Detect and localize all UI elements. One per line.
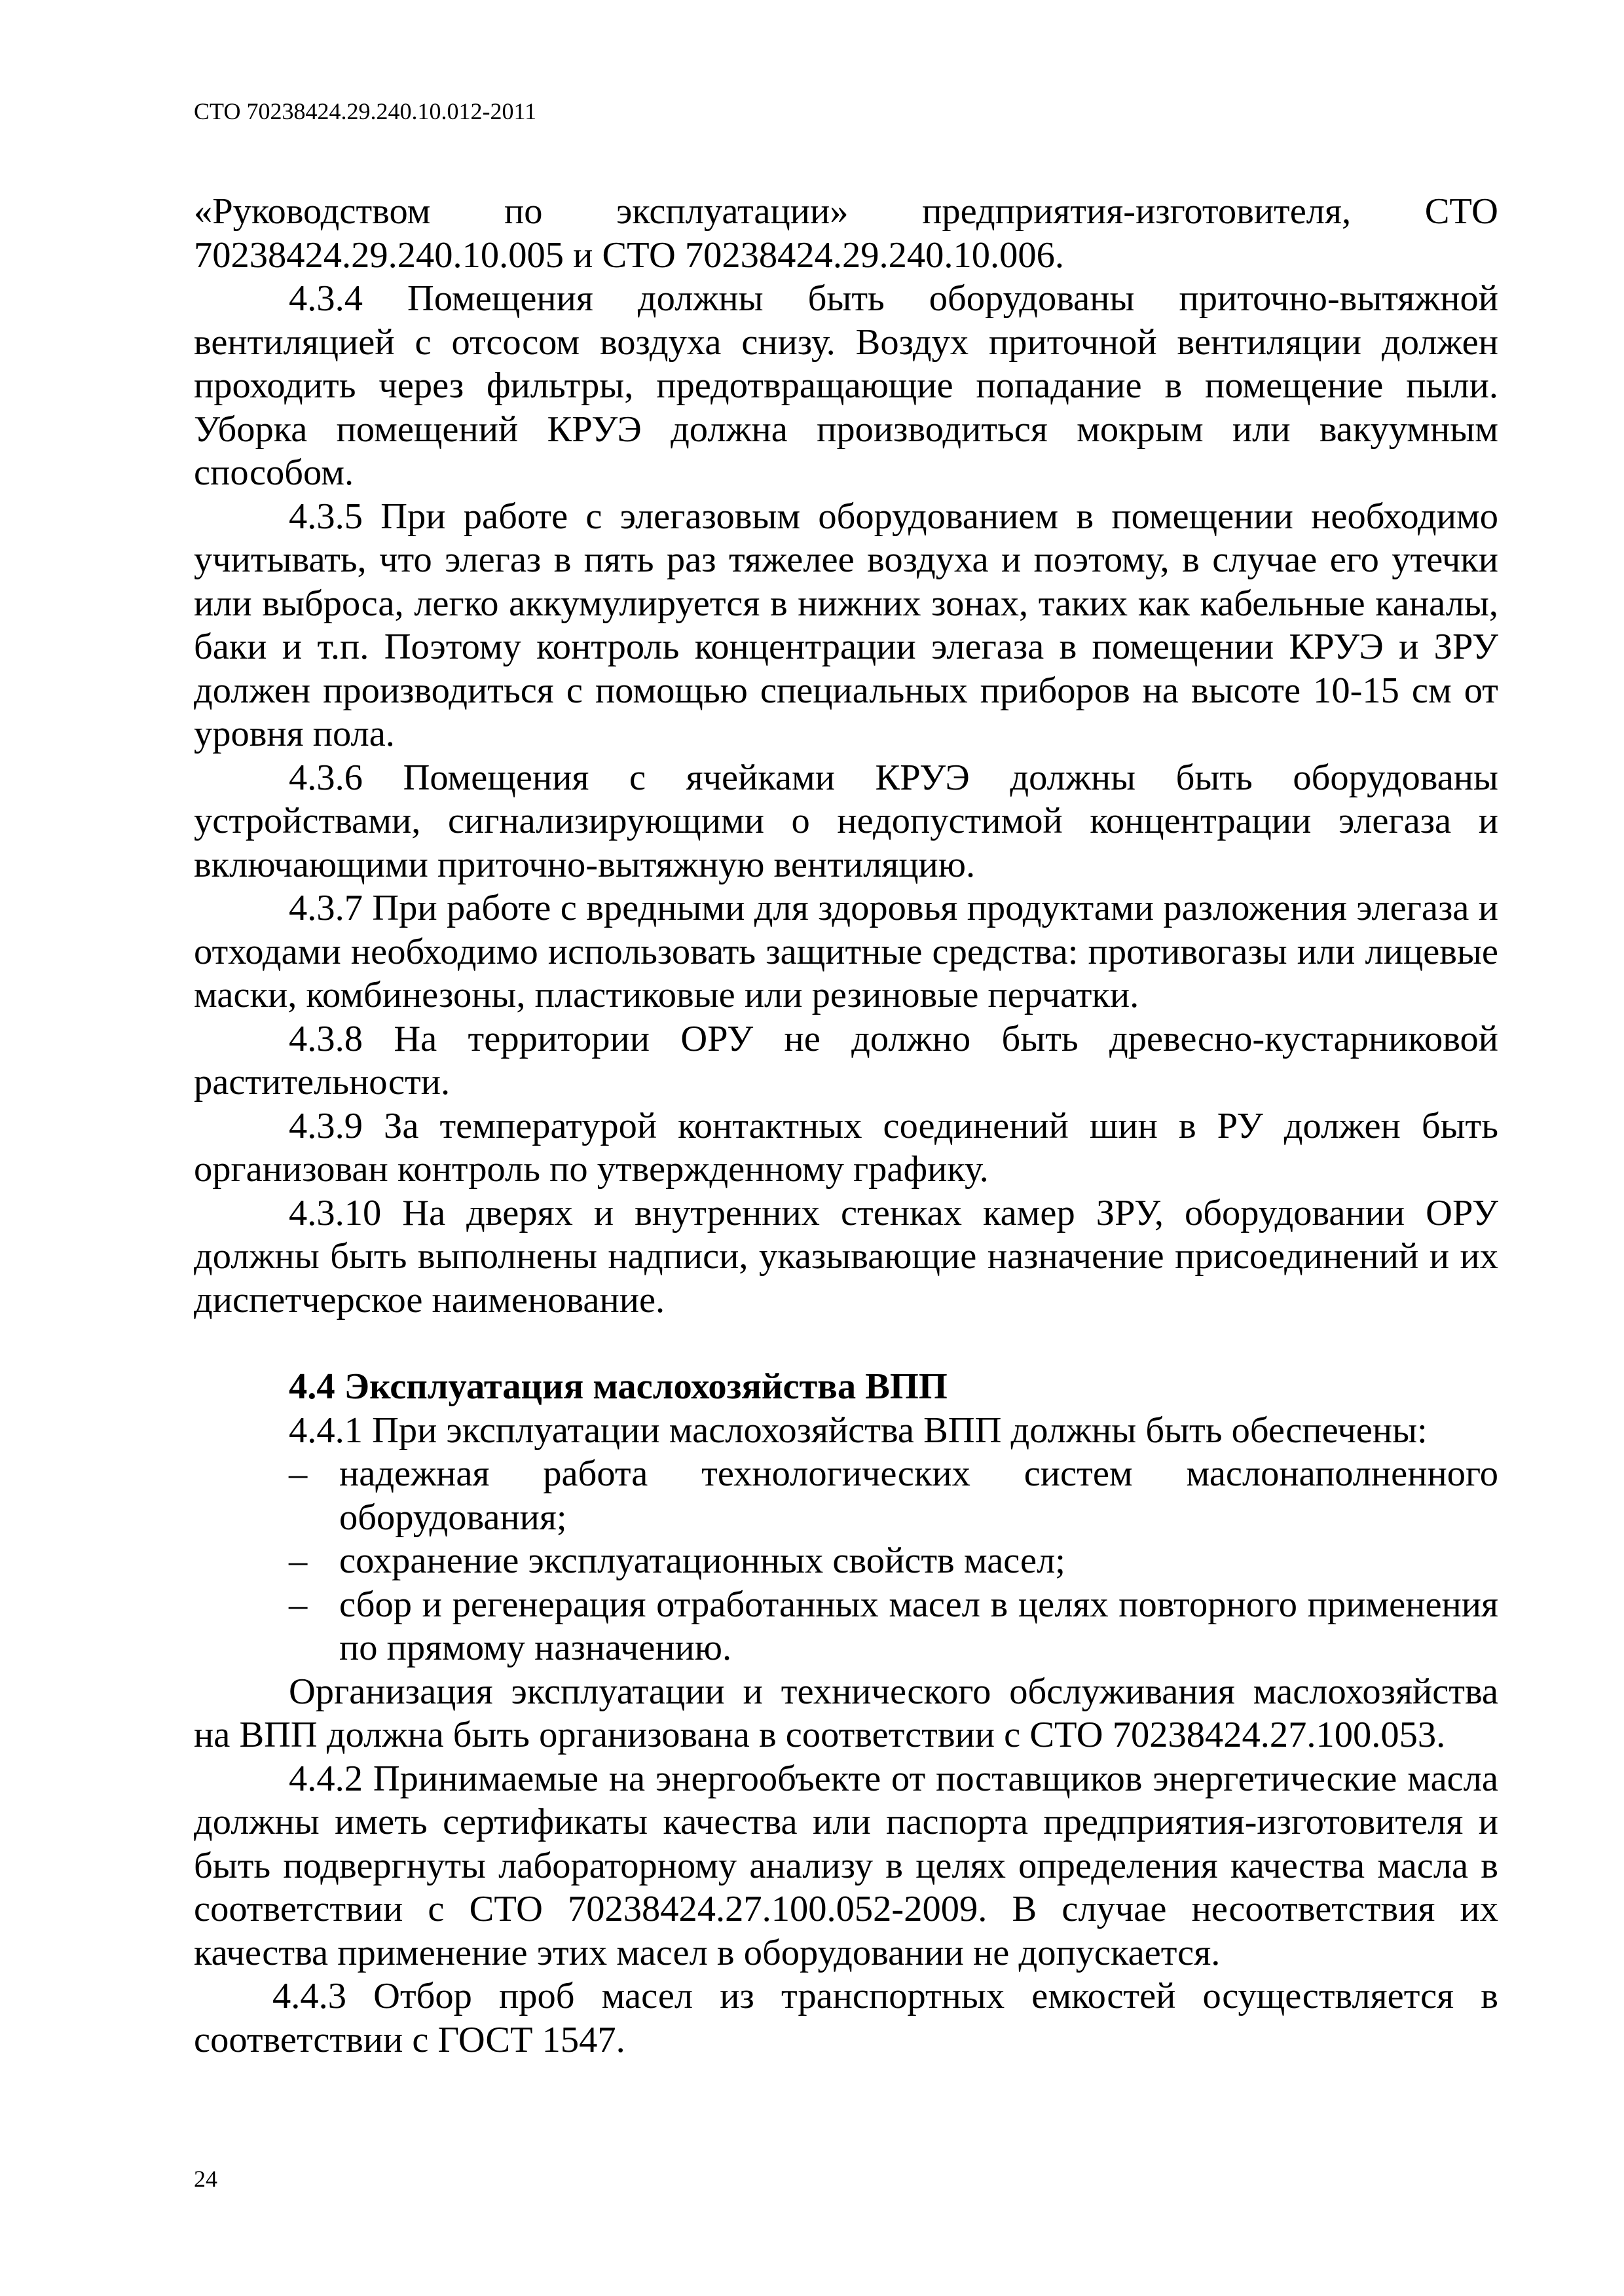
page-number: 24 (194, 2166, 217, 2192)
paragraph-4-3-7: 4.3.7 При работе с вредными для здоровья продуктами разложения элегаза и отходами необходимо использовать защитные средства: противогазы или лицевые маски, комбинезоны, пластиковые или резиновые перчатки. (194, 888, 1498, 1015)
bullet-list (194, 1452, 1498, 1670)
paragraph-continuation: «Руководством по эксплуатации» предприятия-изготовителя, СТО 70238424.29.240.10.005 и СТО 70238424.29.240.10.006. (194, 191, 1498, 276)
list-item-text: надежная работа технологических систем маслонаполненного оборудования; (339, 1453, 1498, 1538)
section-heading-4-4: 4.4 Эксплуатация маслохозяйства ВПП (289, 1366, 948, 1407)
paragraph-4-3-9: 4.3.9 За температурой контактных соединений шин в РУ должен быть организован контроль по утвержденному графику. (194, 1105, 1498, 1190)
list-item-text: сбор и регенерация отработанных масел в целях повторного применения по прямому назначению. (339, 1584, 1498, 1668)
paragraph-4-3-4: 4.3.4 Помещения должны быть оборудованы приточно-вытяжной вентиляцией с отсосом воздуха снизу. Воздух приточной вентиляции должен проходить через фильтры, предотвращающие попадание в помещение пыли. Уборка помещений КРУЭ должна производиться мокрым или вакуумным способом. (194, 278, 1498, 493)
dash-marker: – (289, 1540, 308, 1581)
paragraph-4-3-10: 4.3.10 На дверях и внутренних стенках камер ЗРУ, оборудовании ОРУ должны быть выполнены надписи, указывающие назначение присоединений и их диспетчерское наименование. (194, 1192, 1498, 1321)
list-item (194, 1583, 1498, 1670)
list-item (194, 1539, 1498, 1583)
paragraph-4-3-8: 4.3.8 На территории ОРУ не должно быть древесно-кустарниковой растительности. (194, 1018, 1498, 1102)
dash-marker: – (289, 1453, 308, 1494)
list-item-text: сохранение эксплуатационных свойств масел; (339, 1540, 1066, 1581)
paragraph-organization: Организация эксплуатации и технического обслуживания маслохозяйства на ВПП должна быть организована в соответствии с СТО 70238424.27.100.053. (194, 1671, 1498, 1755)
list-item (194, 1452, 1498, 1539)
paragraph-4-4-3: 4.4.3 Отбор проб масел из транспортных емкостей осуществляется в соответствии с ГОСТ 1547. (194, 1976, 1498, 2060)
paragraph-4-3-5: 4.3.5 При работе с элегазовым оборудованием в помещении необходимо учитывать, что элегаз в пять раз тяжелее воздуха и поэтому, в случае его утечки или выброса, легко аккумулируется в нижних зонах, таких как кабельные каналы, баки и т.п. Поэтому контроль концентрации элегаза в помещении КРУЭ и ЗРУ должен производиться с помощью специальных приборов на высоте 10-15 см от уровня пола. (194, 496, 1498, 754)
page-header: СТО 70238424.29.240.10.012-2011 (194, 98, 537, 124)
paragraph-4-4-1: 4.4.1 При эксплуатации маслохозяйства ВПП должны быть обеспечены: (289, 1410, 1428, 1451)
document-body (194, 190, 1498, 2062)
paragraph-4-3-6: 4.3.6 Помещения с ячейками КРУЭ должны быть оборудованы устройствами, сигнализирующими о недопустимой концентрации элегаза и включающими приточно-вытяжную вентиляцию. (194, 757, 1498, 885)
paragraph-4-4-2: 4.4.2 Принимаемые на энергообъекте от поставщиков энергетические масла должны иметь сертификаты качества или паспорта предприятия-изготовителя и быть подвергнуты лабораторному анализу в целях определения качества масла в соответствии с СТО 70238424.27.100.052-2009. В случае несоответствия их качества применение этих масел в оборудовании не допускается. (194, 1758, 1498, 1973)
dash-marker: – (289, 1584, 308, 1625)
